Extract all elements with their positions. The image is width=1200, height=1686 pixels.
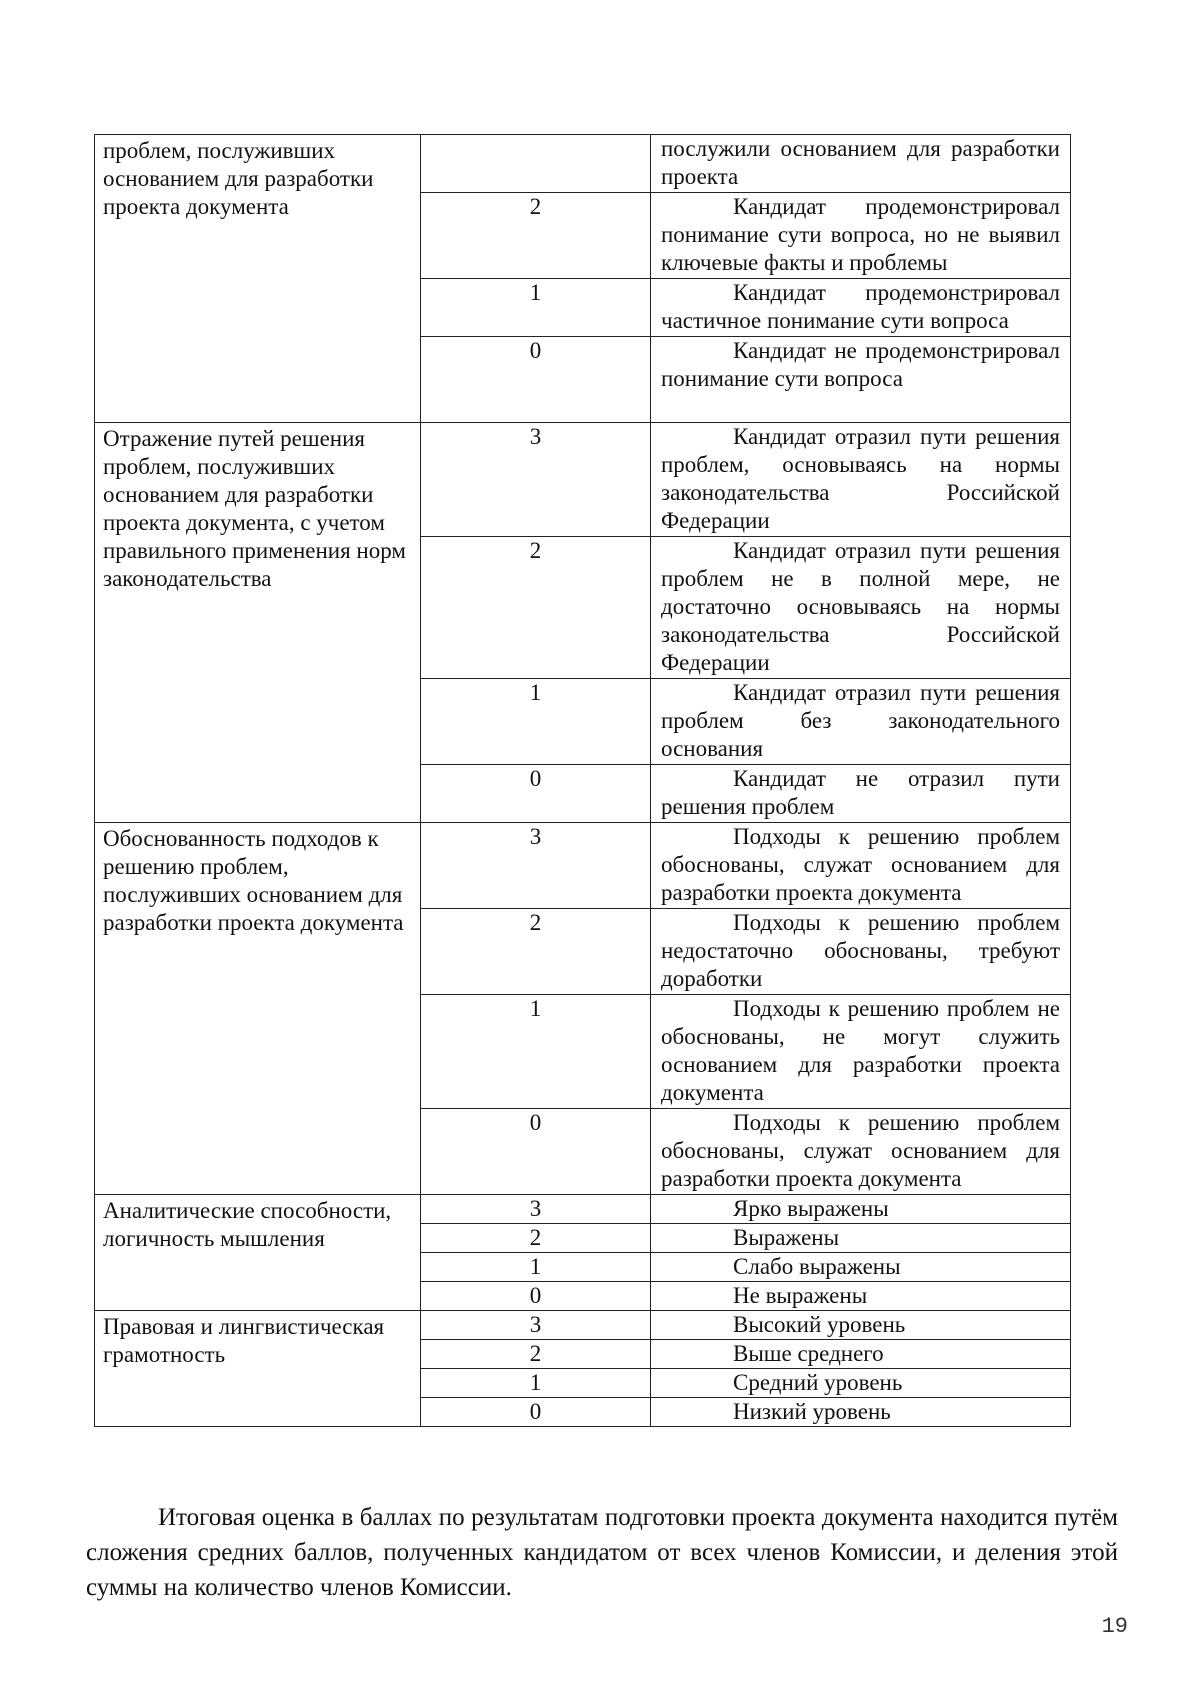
score-cell: 0	[421, 1109, 651, 1195]
score-cell: 1	[421, 279, 651, 337]
description-cell: Кандидат отразил пути решения проблем не в полной мере, не достаточно основываясь на нормы законодательства Российской Федерации	[651, 537, 1071, 679]
description-cell: Кандидат не отразил пути решения проблем	[651, 765, 1071, 823]
score-cell: 3	[421, 1195, 651, 1224]
score-cell: 0	[421, 1398, 651, 1427]
description-cell: Кандидат продемонстрировал частичное понимание сути вопроса	[651, 279, 1071, 337]
score-cell: 2	[421, 193, 651, 279]
score-cell: 1	[421, 679, 651, 765]
score-cell: 2	[421, 1340, 651, 1369]
page-number: 19	[1101, 1614, 1128, 1639]
description-cell: Средний уровень	[651, 1369, 1071, 1398]
description-cell: Подходы к решению проблем обоснованы, служат основанием для разработки проекта документа	[651, 1109, 1071, 1195]
description-cell: Ярко выражены	[651, 1195, 1071, 1224]
score-cell: 0	[421, 337, 651, 423]
criterion-cell: проблем, послуживших основанием для разработки проекта документа	[95, 135, 421, 423]
description-cell: Подходы к решению проблем недостаточно обоснованы, требуют доработки	[651, 909, 1071, 995]
score-cell: 0	[421, 1282, 651, 1311]
score-cell: 3	[421, 423, 651, 537]
criterion-cell: Правовая и лингвистическая грамотность	[95, 1311, 421, 1427]
description-cell: Подходы к решению проблем не обоснованы, не могут служить основанием для разработки проекта документа	[651, 995, 1071, 1109]
description-cell: Высокий уровень	[651, 1311, 1071, 1340]
description-cell: Выражены	[651, 1224, 1071, 1253]
final-score-paragraph: Итоговая оценка в баллах по результатам подготовки проекта документа находится путём сложения средних баллов, полученных кандидатом от всех членов Комиссии, и деления этой суммы на количество членов Комиссии.	[86, 1504, 1118, 1601]
description-cell: послужили основанием для разработки проекта	[651, 135, 1071, 193]
score-cell: 1	[421, 1253, 651, 1282]
score-cell: 2	[421, 537, 651, 679]
table-row	[95, 423, 1071, 537]
evaluation-criteria-table	[94, 134, 1071, 1427]
description-cell: Выше среднего	[651, 1340, 1071, 1369]
score-cell: 2	[421, 1224, 651, 1253]
description-cell: Низкий уровень	[651, 1398, 1071, 1427]
table-row	[95, 1195, 1071, 1224]
description-cell: Кандидат не продемонстрировал понимание сути вопроса	[651, 337, 1071, 423]
score-cell: 1	[421, 995, 651, 1109]
score-cell	[421, 135, 651, 193]
score-cell: 3	[421, 1311, 651, 1340]
criterion-cell: Обоснованность подходов к решению проблем, послуживших основанием для разработки проекта документа	[95, 823, 421, 1195]
criterion-cell: Аналитические способности, логичность мышления	[95, 1195, 421, 1311]
description-cell: Слабо выражены	[651, 1253, 1071, 1282]
score-cell: 3	[421, 823, 651, 909]
score-cell: 0	[421, 765, 651, 823]
criterion-cell: Отражение путей решения проблем, послуживших основанием для разработки проекта документа, с учетом правильного применения норм законодательства	[95, 423, 421, 823]
table-row	[95, 823, 1071, 909]
score-cell: 1	[421, 1369, 651, 1398]
description-cell: Кандидат отразил пути решения проблем без законодательного основания	[651, 679, 1071, 765]
table-row	[95, 1311, 1071, 1340]
description-cell: Подходы к решению проблем обоснованы, служат основанием для разработки проекта документа	[651, 823, 1071, 909]
description-cell: Кандидат отразил пути решения проблем, основываясь на нормы законодательства Российской Федерации	[651, 423, 1071, 537]
score-cell: 2	[421, 909, 651, 995]
description-cell: Не выражены	[651, 1282, 1071, 1311]
description-cell: Кандидат продемонстрировал понимание сути вопроса, но не выявил ключевые факты и проблемы	[651, 193, 1071, 279]
table-row	[95, 135, 1071, 193]
